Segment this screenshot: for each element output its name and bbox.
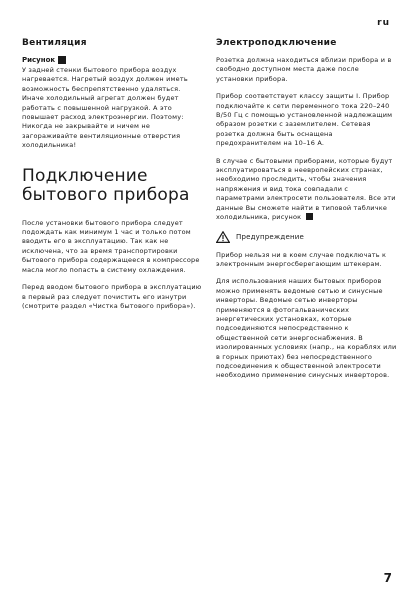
electric-paragraph-2: Прибор соответствует классу защиты I. Прибор подключайте к сети переменного тока 220–240 В/50 Гц с помощью установленной надлежащим образом розетки с заземлителем. Сетевая розетка должна быть оснащена предохранителем на 10–16 A. [216, 92, 393, 148]
electric-paragraph-3 [216, 157, 398, 223]
connect-appliance-heading: Подключение бытового прибора [22, 165, 190, 205]
electric-paragraph-3-text: В случае с бытовыми приборами, которые будут эксплуатироваться в неевропейских странах, необходимо проследить, чтобы значения напряжения и вид тока совпадали с параметрами электросети пользователя. Все эти данные Вы сможете найти в типовой табличке холодильника, рисунок [216, 156, 396, 222]
right-column [216, 38, 398, 381]
language-code: ru [377, 18, 390, 28]
warning-label: Предупреждение [236, 232, 305, 241]
ventilation-heading: Вентиляция [22, 38, 87, 48]
left-column [22, 38, 202, 319]
connect-paragraph-2: Перед вводом бытового прибора в эксплуатацию в первый раз следует почистить его изнутри (смотрите раздел «Чистка бытового прибора»). [22, 283, 202, 310]
warning-paragraph-2: Для использования наших бытовых приборов можно применять ведомые сетью и синусные инверторы. Ведомые сетью инверторы применяются в фотогальванических энергетических установках, которые подсоединяются непосредственно к общественной сети энергоснабжения. В изолированных условиях (напр., на кораблях или в горных приютах) без непосредственного подсоединения к общественной электросети необходимо применение синусных инверторов. [216, 277, 397, 380]
ventilation-paragraph: У задней стенки бытового прибора воздух нагревается. Нагретый воздух должен иметь возможность беспрепятственно удаляться. Иначе холодильный агрегат должен будет работать с повышенной нагрузкой. А это повышает расход электроэнергии. Поэтому: Никогда не закрывайте и ничем не загораживайте вентиляционные отверстия холодильника! [22, 66, 188, 150]
figure-label: Рисунок [22, 56, 56, 64]
electric-connection-heading: Электроподключение [216, 38, 337, 48]
connect-paragraph-1: После установки бытового прибора следует подождать как минимум 1 час и только потом вводить его в эксплуатацию. Так как не исключена, что за время транспортировки бытового прибора содержащееся в компрессоре масла могло попасть в систему охлаждения. [22, 218, 200, 274]
page-number: 7 [383, 571, 392, 585]
warning-triangle-icon [216, 231, 230, 243]
warning-paragraph-1: Прибор нельзя ни в коем случае подключать к электронным энергосберегающим штекерам. [216, 250, 387, 268]
figure-marker-icon [306, 213, 313, 220]
warning-heading [216, 231, 398, 243]
figure-marker-icon [58, 56, 66, 64]
figure-reference [22, 56, 202, 64]
electric-paragraph-1: Розетка должна находиться вблизи прибора и в свободно доступном места даже после установки прибора. [216, 56, 392, 83]
